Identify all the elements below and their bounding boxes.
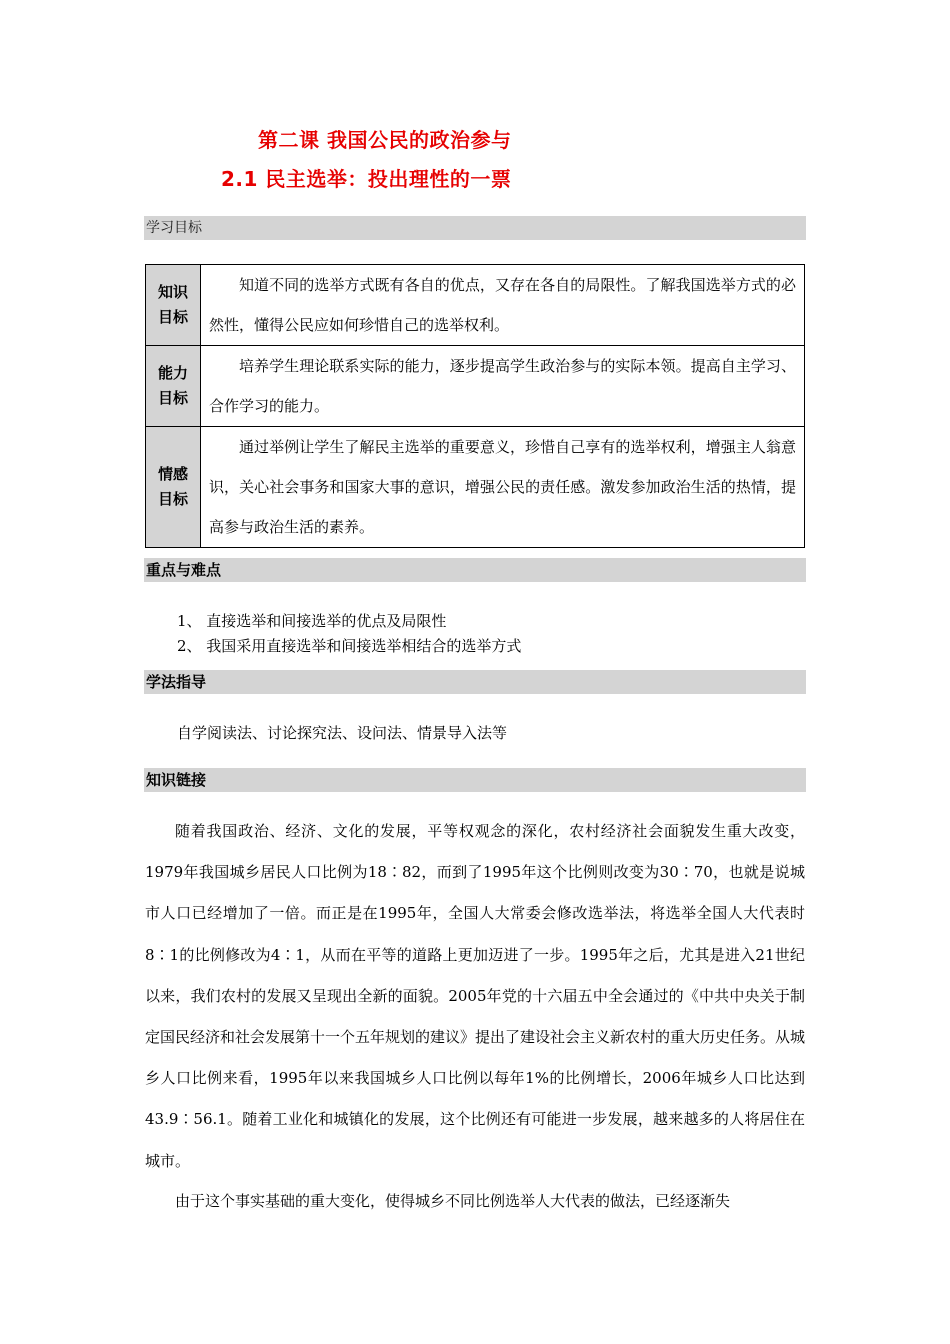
objective-label-line: 能力	[157, 364, 188, 382]
list-item: 2、 我国采用直接选举和间接选举相结合的选举方式	[177, 637, 522, 655]
table-row	[146, 265, 805, 346]
key-points-heading: 重点与难点	[144, 558, 806, 582]
study-method-heading: 学法指导	[144, 670, 806, 694]
objective-label-line: 知识	[157, 283, 188, 301]
table-row	[146, 427, 805, 548]
objective-label-line: 目标	[157, 490, 188, 508]
objective-text: 通过举例让学生了解民主选举的重要意义，珍惜自己享有的选举权利，增强主人翁意识，关心社会事务和国家大事的意识，增强公民的责任感。激发参加政治生活的热情，提高参与政治生活的素养。	[201, 427, 805, 548]
paragraph: 由于这个事实基础的重大变化，使得城乡不同比例选举人大代表的做法，已经逐渐失	[175, 1192, 731, 1210]
objective-label	[146, 346, 201, 427]
lesson-title: 第二课 我国公民的政治参与	[258, 128, 512, 152]
paragraph: 随着我国政治、经济、文化的发展，平等权观念的深化，农村经济社会面貌发生重大改变，1979年我国城乡居民人口比例为18∶82，而到了1995年这个比例则改变为30∶70，也就是说城市人口已经增加了一倍。而正是在1995年，全国人大常委会修改选举法，将选举全国人大代表时8∶1的比例修改为4∶1，从而在平等的道路上更加迈进了一步。1995年之后，尤其是进入21世纪以来，我们农村的发展又呈现出全新的面貌。2005年党的十六届五中全会通过的《中共中央关于制定国民经济和社会发展第十一个五年规划的建议》提出了建设社会主义新农村的重大历史任务。从城乡人口比例来看，1995年以来我国城乡人口比例以每年1%的比例增长，2006年城乡人口比达到43.9∶56.1。随着工业化和城镇化的发展，这个比例还有可能进一步发展，越来越多的人将居住在城市。	[145, 822, 806, 1170]
objective-text: 知道不同的选举方式既有各自的优点，又存在各自的局限性。了解我国选举方式的必然性，懂得公民应如何珍惜自己的选举权利。	[201, 265, 805, 346]
objective-label	[146, 427, 201, 548]
objective-label-line: 目标	[157, 308, 188, 326]
objective-label-line: 目标	[157, 389, 188, 407]
table-row	[146, 346, 805, 427]
objective-label	[146, 265, 201, 346]
objectives-table	[145, 264, 805, 548]
objective-text: 培养学生理论联系实际的能力，逐步提高学生政治参与的实际本领。提高自主学习、合作学习的能力。	[201, 346, 805, 427]
knowledge-link-heading: 知识链接	[144, 768, 806, 792]
objective-label-line: 情感	[157, 465, 188, 483]
section-title: 2.1 民主选举：投出理性的一票	[221, 167, 512, 191]
study-method-text: 自学阅读法、讨论探究法、设问法、情景导入法等	[177, 724, 508, 742]
list-item: 1、 直接选举和间接选举的优点及局限性	[177, 612, 447, 630]
objectives-heading: 学习目标	[144, 216, 806, 240]
